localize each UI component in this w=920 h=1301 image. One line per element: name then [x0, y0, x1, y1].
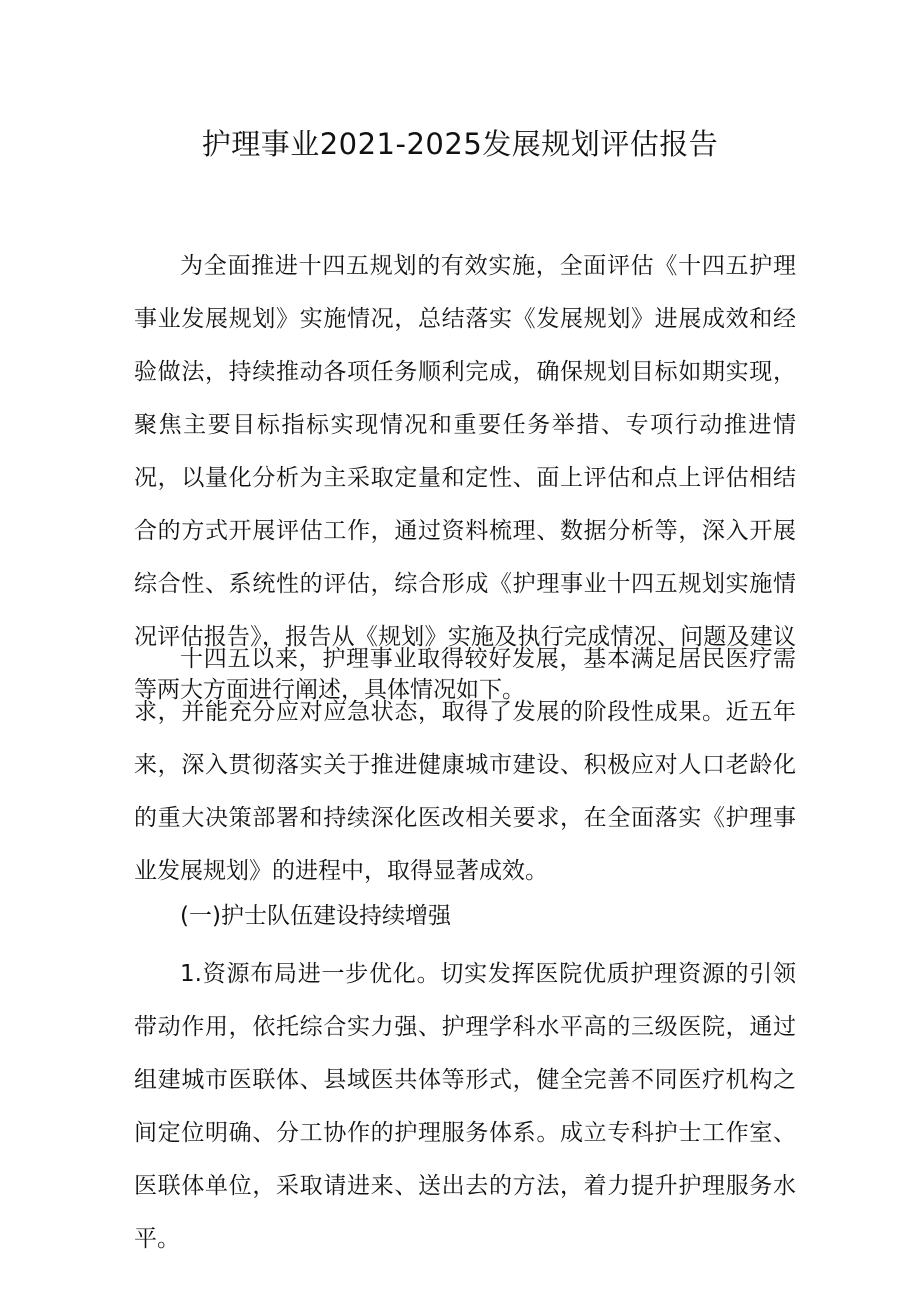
subsection-paragraph: 1.资源布局进一步优化。切实发挥医院优质护理资源的引领带动作用，依托综合实力强、护理学科水平高的三级医院，通过组建城市医联体、县域医共体等形式，健全完善不同医疗机构之间定位明确、分工协作的护理服务体系。成立专科护士工作室、医联体单位，采取请进来、送出去的方法，着力提升护理服务水平。 — [134, 961, 796, 1252]
intro-paragraph: 为全面推进十四五规划的有效实施，全面评估《十四五护理事业发展规划》实施情况，总结落实《发展规划》进展成效和经验做法，持续推动各项任务顺利完成，确保规划目标如期实现，聚焦主要目标指标实现情况和重要任务举措、专项行动推进情况，以量化分析为主采取定量和定性、面上评估和点上评估相结合的方式开展评估工作，通过资料梳理、数据分析等，深入开展综合性、系统性的评估，综合形成《护理事业十四五规划实施情况评估报告》，报告从《规划》实施及执行完成情况、问题及建议等两大方面进行阐述，具体情况如下。 — [134, 253, 796, 703]
overview-paragraph: 十四五以来，护理事业取得较好发展，基本满足居民医疗需求，并能充分应对应急状态，取得了发展的阶段性成果。近五年来，深入贯彻落实关于推进健康城市建设、积极应对人口老龄化的重大决策部署和持续深化医改相关要求，在全面落实《护理事业发展规划》的进程中，取得显著成效。 — [134, 646, 796, 884]
section-heading: (一)护士队伍建设持续增强 — [180, 903, 451, 929]
document-title: 护理事业2021-2025发展规划评估报告 — [201, 127, 719, 161]
